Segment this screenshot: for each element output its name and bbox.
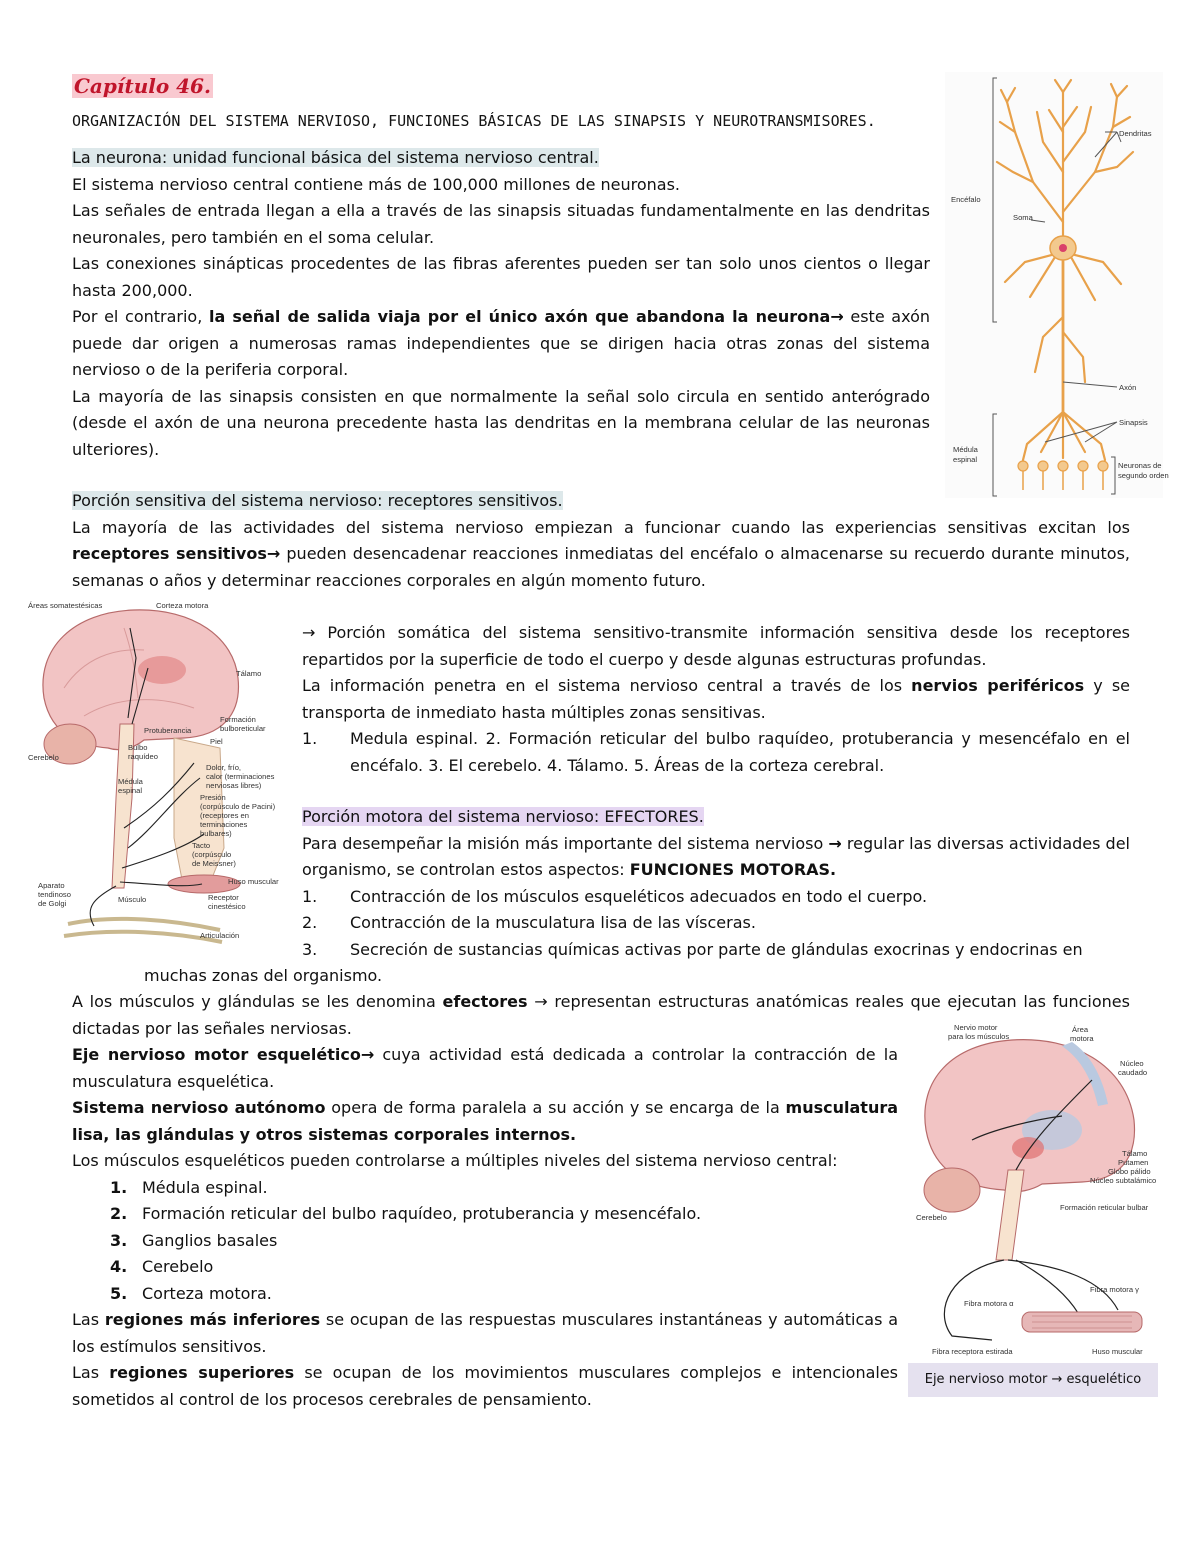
figure-label: bulbares): [200, 829, 232, 838]
figure-label: Tálamo: [236, 669, 262, 678]
figure-label: espinal: [118, 786, 143, 795]
figure-label: Cerebelo: [916, 1213, 947, 1222]
figure-label: raquídeo: [128, 752, 158, 761]
motor-p6: Las regiones más inferiores se ocupan de las respuestas musculares instantáneas y automáticas a los estímulos sensitivos.: [72, 1310, 899, 1356]
figure-label: Núcleo subtalámico: [1090, 1176, 1157, 1185]
sensory-section: [72, 488, 1130, 594]
figure-label: Área: [1072, 1025, 1089, 1034]
figure-label: Núcleo: [1120, 1059, 1144, 1068]
label-segundo-2: segundo orden: [1118, 471, 1169, 480]
motor-p7: Las regiones superiores se ocupan de los movimientos musculares complejos e intencionales sometidos al control de los procesos cerebrales de pensamiento.: [72, 1363, 899, 1409]
motor-p2: A los músculos y glándulas se les denomina efectores → representan estructuras anatómicas reales que ejecutan las funciones dictadas por las señales nerviosas.: [72, 992, 1130, 1038]
figure-label: Receptor: [208, 893, 239, 902]
label-encefalo: Encéfalo: [951, 195, 981, 204]
function-item-1: 1. Contracción de los músculos esqueléticos adecuados en todo el cuerpo.: [302, 886, 928, 906]
level-item-1: 1. Médula espinal.: [110, 1177, 268, 1197]
figure-label: Protuberancia: [144, 726, 192, 735]
figure-label: Músculo: [118, 895, 147, 904]
motor-figure-caption: Eje nervioso motor → esquelético: [908, 1363, 1158, 1397]
figure-label: de Meissner): [192, 859, 236, 868]
figure-label: Aparato: [38, 881, 65, 890]
motor-p5: Los músculos esqueléticos pueden controlarse a múltiples niveles del sistema nervioso central:: [72, 1151, 838, 1170]
motor-heading: Porción motora del sistema nervioso: EFECTORES.: [302, 807, 704, 826]
label-soma: Soma: [1013, 213, 1033, 222]
somatic-section: [302, 620, 1130, 779]
motor-body: [72, 1042, 898, 1413]
figure-label: Bulbo: [128, 743, 148, 752]
figure-label: Fibra receptora estirada: [932, 1347, 1013, 1356]
sensory-figure: [24, 598, 278, 950]
label-medula-2: espinal: [953, 455, 978, 464]
figure-label: Globo pálido: [1108, 1167, 1151, 1176]
motor-intro: [302, 804, 1130, 963]
label-sinapsis: Sinapsis: [1119, 418, 1148, 427]
function-item-3-cont: muchas zonas del organismo.: [144, 966, 383, 985]
neuron-p2: Las señales de entrada llegan a ella a través de las sinapsis situadas fundamentalmente en las dendritas neuronales, pero también en el soma celular.: [72, 201, 930, 247]
level-item-2: 2. Formación reticular del bulbo raquídeo, protuberancia y mesencéfalo.: [110, 1204, 702, 1223]
figure-label: Putamen: [1118, 1158, 1149, 1167]
neuron-p5: La mayoría de las sinapsis consisten en que normalmente la señal solo circula en sentido anterógrado (desde el axón de una neurona precedente hasta las dendritas en la membrana celular de las neuronas ulteriores).: [72, 386, 930, 459]
sensory-p3: La información penetra en el sistema nervioso central a través de los nervios periféricos y se transporta de inmediato hasta múltiples zonas sensitivas.: [302, 676, 1131, 722]
figure-label: Tacto: [192, 841, 211, 850]
sensory-p1: La mayoría de las actividades del sistema nervioso empiezan a funcionar cuando las experiencias sensitivas excitan los receptores sensitivos→ pueden desencadenar reacciones inmediatas del encéfalo o almacenarse su recuerdo durante minutos, semanas o años y determinar reacciones corporales en algún momento futuro.: [72, 517, 1131, 590]
chapter-subtitle: ORGANIZACIÓN DEL SISTEMA NERVIOSO, FUNCIONES BÁSICAS DE LAS SINAPSIS Y NEUROTRANSMISORES.: [72, 112, 876, 130]
figure-label: Piel: [210, 737, 223, 746]
figure-label: nerviosas libres): [206, 781, 262, 790]
level-item-3: 3. Ganglios basales: [110, 1230, 278, 1250]
motor-p1: Para desempeñar la misión más importante del sistema nervioso → regular las diversas actividades del organismo, se controlan estos aspectos: FUNCIONES MOTORAS.: [302, 833, 1131, 879]
figure-label: Fibra motora α: [964, 1299, 1014, 1308]
figure-label: Dolor, frío,: [206, 763, 242, 772]
figure-label: Articulación: [200, 931, 240, 940]
chapter-title: Capítulo 46.: [74, 74, 211, 98]
figure-label: cinestésico: [208, 902, 246, 911]
figure-label: (corpúsculo de Pacini): [200, 802, 276, 811]
figure-label: (corpúsculo: [192, 850, 232, 859]
figure-label: de Golgi: [38, 899, 67, 908]
figure-label: tendinoso: [38, 890, 71, 899]
figure-label: caudado: [1118, 1068, 1148, 1077]
label-medula-1: Médula: [953, 445, 978, 454]
figure-label: Huso muscular: [1092, 1347, 1143, 1356]
figure-label: Corteza motora: [156, 601, 209, 610]
figure-label: Presión: [200, 793, 226, 802]
figure-label: Médula: [118, 777, 143, 786]
figure-label: para los músculos: [948, 1032, 1010, 1041]
neuron-p1: El sistema nervioso central contiene más de 100,000 millones de neuronas.: [72, 174, 681, 194]
figure-label: bulboreticular: [220, 724, 266, 733]
neuron-p4: Por el contrario, la señal de salida viaja por el único axón que abandona la neurona→ este axón puede dar origen a numerosas ramas independientes que se dirigen hacia otras zonas del sistema nervioso o de la periferia corporal.: [72, 307, 931, 379]
figure-label: Cerebelo: [28, 753, 59, 762]
motor-p3: Eje nervioso motor esquelético→ cuya actividad está dedicada a controlar la contracción de la musculatura esquelética.: [72, 1045, 898, 1091]
figure-label: Áreas somatestésicas: [28, 601, 103, 610]
sensory-heading: Porción sensitiva del sistema nervioso: receptores sensitivos.: [72, 491, 563, 510]
level-item-4: 4. Cerebelo: [110, 1257, 214, 1276]
figure-label: (receptores en: [200, 811, 249, 820]
label-segundo-1: Neuronas de: [1118, 461, 1162, 470]
label-axon: Axón: [1119, 383, 1137, 392]
neuron-heading: La neurona: unidad funcional básica del sistema nervioso central.: [72, 148, 599, 167]
sensory-p4: 1. Medula espinal. 2. Formación reticular del bulbo raquídeo, protuberancia y mesencéfalo en el encéfalo. 3. El cerebelo. 4. Tálamo. 5. Áreas de la corteza cerebral.: [302, 729, 1130, 775]
figure-label: Fibra motora γ: [1090, 1285, 1139, 1294]
figure-label: Huso muscular: [228, 877, 279, 886]
motor-p4: Sistema nervioso autónomo opera de forma paralela a su acción y se encarga de la musculatura lisa, las glándulas y otros sistemas corporales internos.: [72, 1098, 899, 1144]
neuron-figure: [945, 72, 1169, 498]
figure-label: Formación reticular bulbar: [1060, 1203, 1149, 1212]
sensory-p2: → Porción somática del sistema sensitivo-transmite información sensitiva desde los receptores repartidos por la superficie de todo el cuerpo y desde algunas estructuras profundas.: [302, 623, 1130, 669]
figure-label: terminaciones: [200, 820, 248, 829]
level-item-5: 5. Corteza motora.: [110, 1283, 272, 1303]
function-item-3: 3. Secreción de sustancias químicas activas por parte de glándulas exocrinas y endocrinas en: [302, 939, 1083, 959]
figure-label: Nervio motor: [954, 1023, 998, 1032]
motor-figure: [912, 1020, 1160, 1362]
neuron-section: [72, 145, 930, 463]
figure-label: calor (terminaciones: [206, 772, 275, 781]
function-item-2: 2. Contracción de la musculatura lisa de las vísceras.: [302, 913, 756, 932]
figure-label: Formación: [220, 715, 256, 724]
figure-label: Tálamo: [1122, 1149, 1148, 1158]
figure-label: motora: [1070, 1034, 1094, 1043]
neuron-p3: Las conexiones sinápticas procedentes de las fibras aferentes pueden ser tan solo unos cientos o llegar hasta 200,000.: [72, 254, 930, 300]
label-dendritas: Dendritas: [1119, 129, 1152, 138]
